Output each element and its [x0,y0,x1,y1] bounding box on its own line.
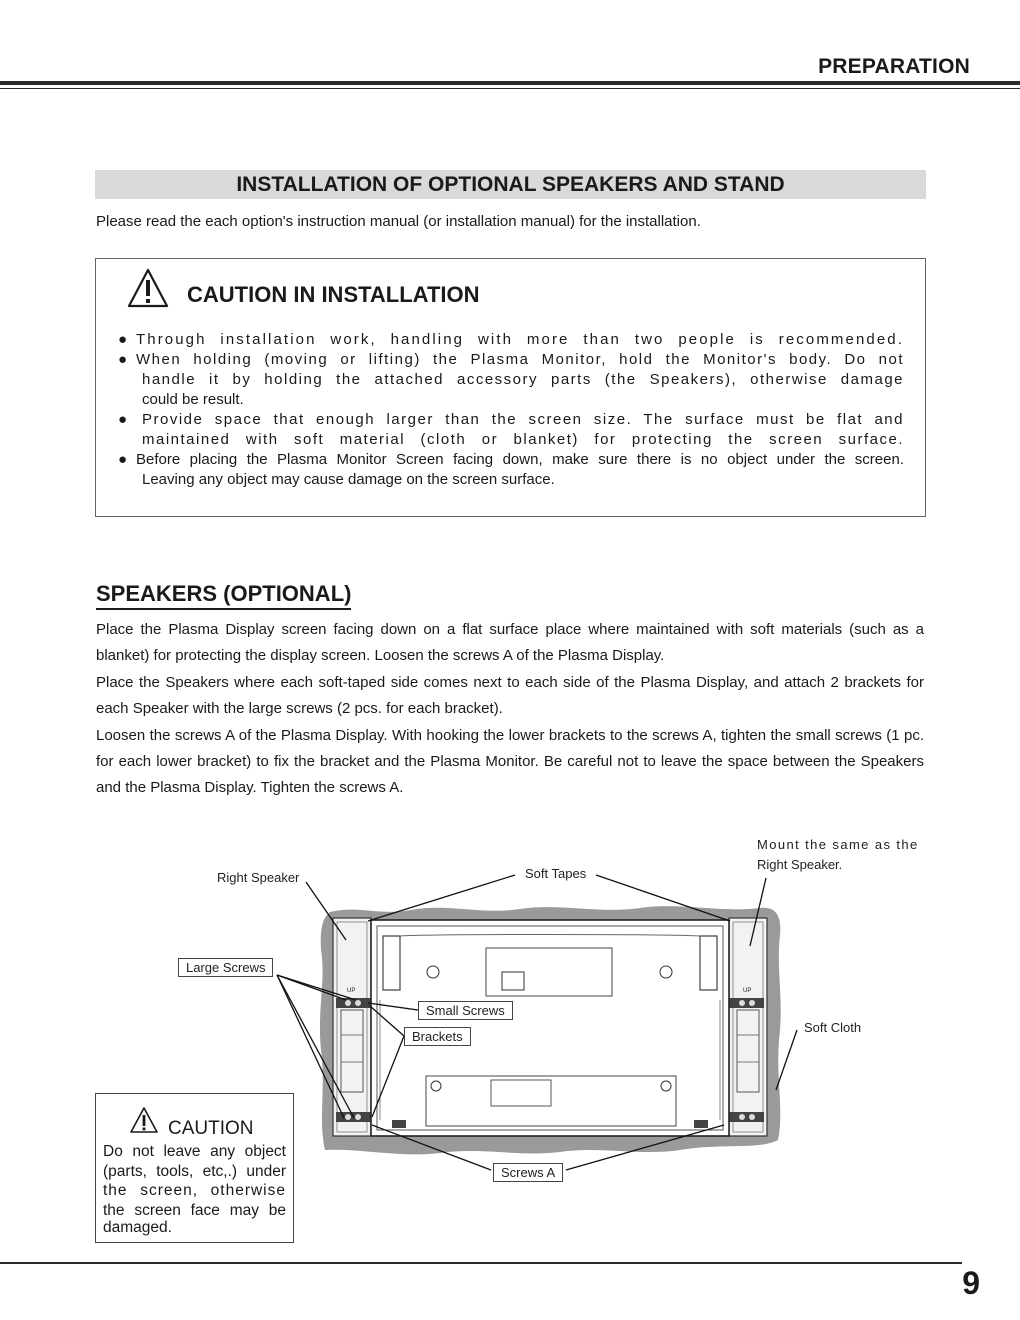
bullet-icon: ● [118,331,130,348]
label-soft-cloth: Soft Cloth [804,1020,862,1035]
bullet-line: Through installation work, handling with more than two people is recommended. [136,331,904,348]
object-caution-line: Do not leave any object [103,1143,286,1160]
warning-icon [129,1106,159,1134]
speakers-paragraph-3: Loosen the screws A of the Plasma Display. With hooking the lower brackets to the screws A, tighten the small screws (1 pc. for each lower bracket) to fix the bracket and the Plasma Monitor. Be careful not to leave the space between the Speakers and the Plasma Display. Tighten the screws A. [96,727,924,796]
bullet-line: When holding (moving or lifting) the Plasma Monitor, hold the Monitor's body. Do not [136,351,904,368]
bullet-icon: ● [118,451,128,468]
bullet-line: Before placing the Plasma Monitor Screen facing down, make sure there is no object under the screen. [136,451,904,468]
label-up-left: UP [347,988,356,994]
bullet-icon: ● [118,411,129,428]
label-screws-a: Screws A [493,1163,563,1182]
object-caution-line: the screen, otherwise [103,1182,286,1199]
section-header: PREPARATION [818,55,970,78]
object-caution-box [95,1093,294,1243]
label-brackets: Brackets [404,1027,471,1046]
label-right-speaker: Right Speaker [217,870,300,885]
speakers-paragraph-2: Place the Speakers where each soft-taped side comes next to each side of the Plasma Display, and attach 2 brackets for each Speaker with the large screws (2 pcs. for each bracket). [96,674,924,717]
page-title: INSTALLATION OF OPTIONAL SPEAKERS AND STAND [95,170,926,199]
left-speaker-unit [724,918,767,1136]
caution-heading: CAUTION IN INSTALLATION [187,282,480,307]
speakers-heading: SPEAKERS (OPTIONAL) [96,580,351,610]
bullet-line: Leaving any object may cause damage on the screen surface. [142,471,555,488]
right-speaker-unit [333,918,376,1136]
intro-text: Please read the each option's instruction manual (or installation manual) for the installation. [96,213,701,230]
label-mount-line-2: Right Speaker. [757,857,843,872]
object-caution-line: (parts, tools, etc,.) under [103,1162,286,1180]
bullet-icon: ● [118,351,129,368]
label-up-right: UP [743,988,752,994]
label-large-screws: Large Screws [178,958,273,977]
speakers-paragraph-1: Place the Plasma Display screen facing down on a flat surface place where maintained with soft materials (such as a blanket) for protecting the display screen. Loosen the screws A of the Plasma Display. [96,621,924,664]
bullet-line: handle it by holding the attached accessory parts (the Speakers), otherwise damage [142,371,904,388]
object-caution-line: damaged. [103,1219,172,1236]
label-small-screws: Small Screws [418,1001,513,1020]
object-caution-title: CAUTION [168,1118,254,1139]
footer-rule [0,1262,962,1264]
bullet-line: Provide space that enough larger than the screen size. The surface must be flat and [142,411,904,428]
page-number: 9 [962,1265,980,1301]
label-soft-tapes: Soft Tapes [525,866,587,881]
label-mount-line-1: Mount the same as the [757,837,919,852]
bullet-line: maintained with soft material (cloth or blanket) for protecting the screen surface. [142,431,904,448]
bullet-line: could be result. [142,391,244,408]
object-caution-text [103,1142,286,1235]
object-caution-line: the screen face may be [103,1201,286,1219]
